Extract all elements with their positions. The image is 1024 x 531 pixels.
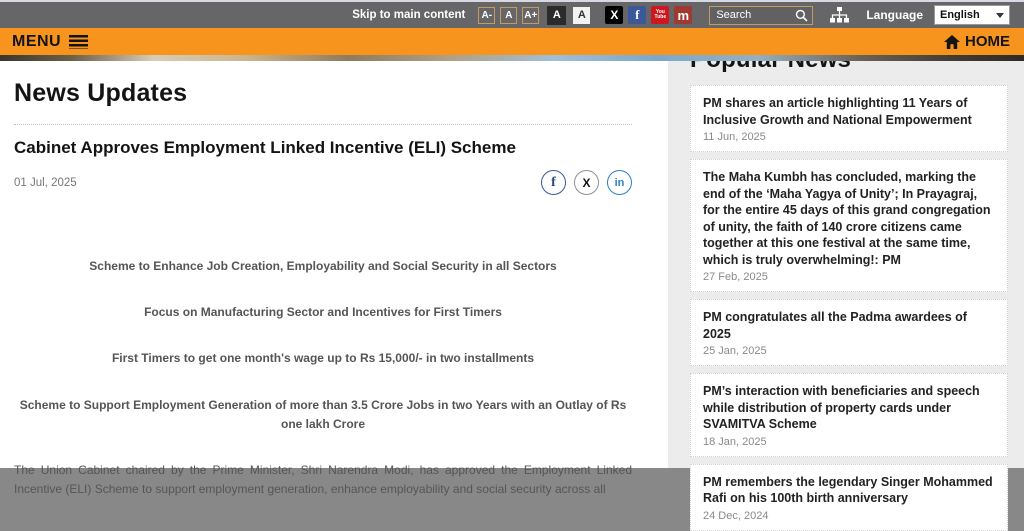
news-item-title[interactable]: The Maha Kumbh has concluded, marking the end of the ‘Maha Yagya of Unity’; In Prayagraj, for the entire 45 days of this grand congregation of unity, the faith of 140 crore citizens came together at this one festival at the same time, which is truly overwhelming!: PM (703, 170, 991, 267)
sitemap-icon[interactable] (830, 7, 849, 24)
home-label: HOME (965, 33, 1010, 50)
news-item-title[interactable]: PM’s interaction with beneficiaries and speech while distribution of property cards under SVAMITVA Scheme (703, 384, 980, 431)
menu-bar (0, 28, 1024, 55)
font-decrease-button[interactable]: A- (478, 7, 495, 24)
page-title: News Updates (14, 79, 188, 107)
list-item[interactable] (690, 85, 1008, 152)
highlight-line: Scheme to Support Employment Generation of more than 3.5 Crore Jobs in two Years with an Outlay of Rs one lakh Crore (19, 397, 627, 431)
hamburger-icon (69, 35, 88, 49)
share-x-icon[interactable]: X (574, 170, 599, 195)
list-item[interactable] (690, 299, 1008, 366)
news-item-title[interactable]: PM remembers the legendary Singer Mohammed Rafi on his 100th birth anniversary (703, 474, 993, 505)
menu-button[interactable] (12, 33, 88, 51)
youtube-icon[interactable] (651, 6, 669, 24)
share-facebook-icon[interactable]: f (541, 170, 566, 195)
news-item-date: 25 Jan, 2025 (703, 345, 767, 357)
list-item[interactable] (690, 464, 1008, 531)
facebook-icon[interactable]: f (628, 6, 646, 24)
chevron-down-icon (996, 13, 1004, 18)
font-normal-button[interactable]: A (500, 7, 517, 24)
highlight-line: Scheme to Enhance Job Creation, Employability and Social Security in all Sectors (89, 259, 557, 273)
x-twitter-icon[interactable]: X (605, 6, 623, 24)
article-body-paragraph: The Union Cabinet chaired by the Prime Minister, Shri Narendra Modi, has approved the Employment Linked Incentive (ELI) Scheme to support employment generation, enhance employability and social security across all (14, 462, 632, 497)
news-item-title[interactable]: PM shares an article highlighting 11 Years of Inclusive Growth and National Empowerment (703, 96, 972, 127)
share-buttons (541, 170, 632, 195)
language-select[interactable] (934, 5, 1010, 25)
home-icon (944, 35, 960, 49)
search-box (709, 6, 813, 25)
article-highlights (14, 257, 632, 434)
news-item-date: 18 Jan, 2025 (703, 435, 767, 448)
content-area (0, 61, 1024, 522)
article-date: 01 Jul, 2025 (14, 176, 77, 189)
list-item[interactable] (690, 159, 1008, 292)
news-item-date: 24 Dec, 2024 (703, 509, 769, 522)
highlight-line: Focus on Manufacturing Sector and Incentives for First Timers (144, 305, 502, 320)
home-button[interactable] (944, 33, 1010, 50)
article-meta-row (14, 170, 632, 195)
skip-to-content-link[interactable]: Skip to main content (352, 9, 466, 21)
utility-bar (0, 0, 1024, 28)
header (0, 0, 1024, 61)
news-item-title[interactable]: PM congratulates all the Padma awardees of 2025 (703, 310, 967, 341)
popular-news-sidebar (668, 61, 1024, 522)
list-item[interactable] (690, 373, 1008, 457)
search-input[interactable] (716, 9, 795, 21)
news-item-date: 11 Jun, 2025 (703, 131, 766, 143)
language-label: Language (866, 8, 923, 22)
news-item-date: 27 Feb, 2025 (703, 271, 768, 283)
banner-image-strip (0, 55, 1024, 61)
m-app-icon[interactable]: m (674, 6, 692, 24)
share-linkedin-icon[interactable]: in (607, 170, 632, 195)
highlight-line: First Timers to get one month's wage up to Rs 15,000/- in two installments (111, 351, 535, 366)
menu-label: MENU (12, 32, 62, 50)
youtube-icon-text-bottom: Tube (654, 14, 667, 20)
dark-contrast-button[interactable]: A (547, 6, 566, 25)
language-selected-value: English (940, 9, 980, 21)
article-title: Cabinet Approves Employment Linked Incentive (ELI) Scheme (14, 138, 516, 157)
youtube-icon-text-top: You (655, 9, 665, 15)
search-icon[interactable] (795, 9, 808, 22)
light-contrast-button[interactable]: A (573, 7, 590, 24)
main-column (0, 61, 668, 497)
divider (14, 124, 632, 125)
font-increase-button[interactable]: A+ (522, 7, 539, 24)
